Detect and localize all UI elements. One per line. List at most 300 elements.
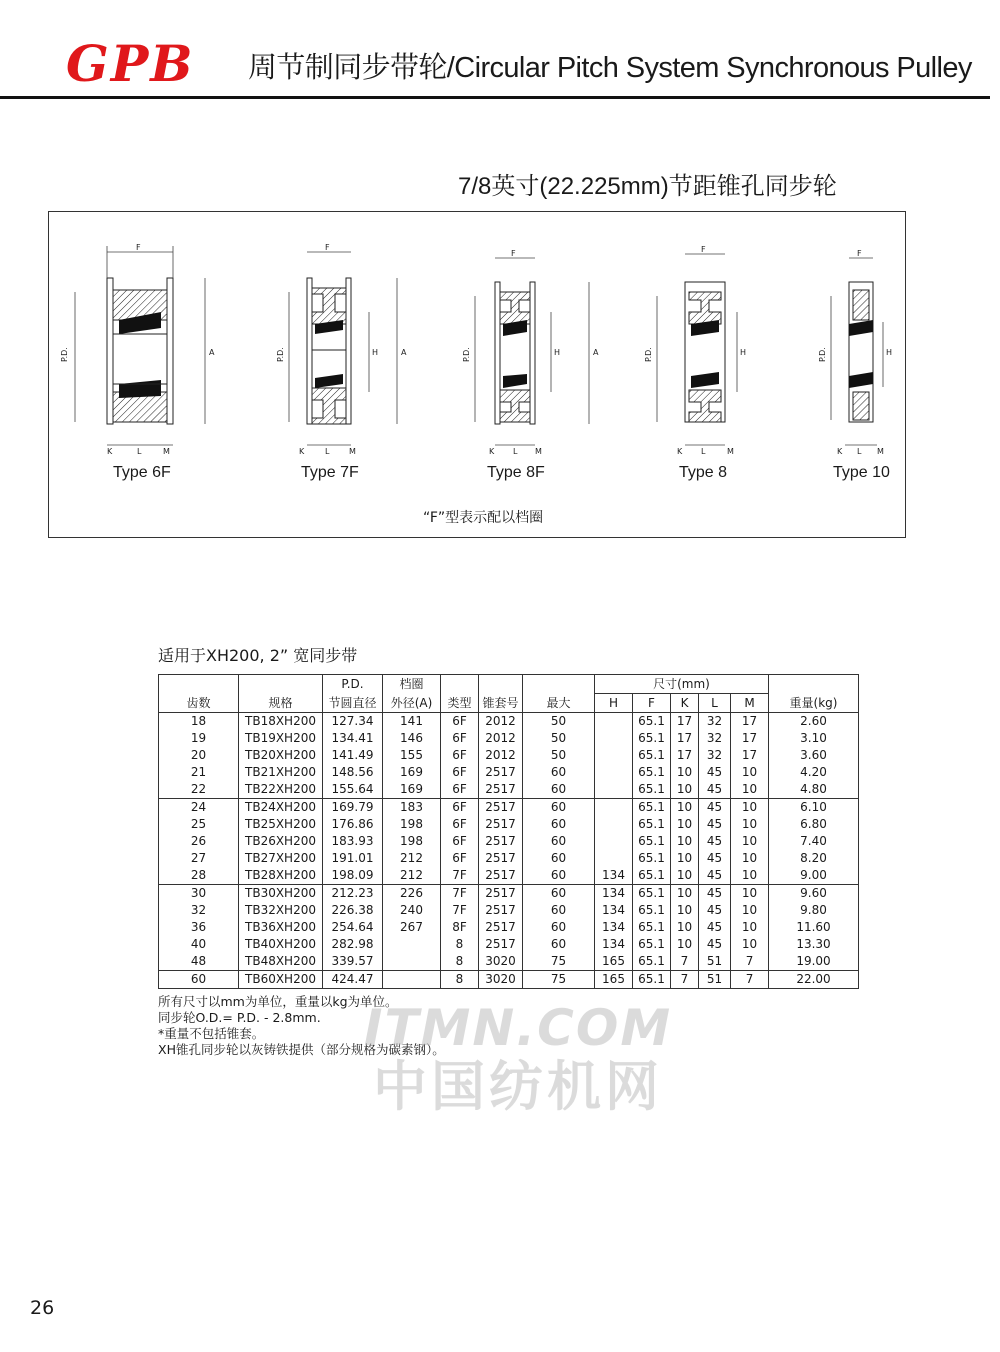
cell-max: 60: [523, 764, 595, 781]
cell-l: 32: [699, 713, 731, 731]
cell-w: 7.40: [769, 833, 859, 850]
cell-m: 10: [731, 799, 769, 817]
table-caption: 适用于XH200, 2” 宽同步带: [158, 646, 358, 665]
cell-k: 10: [671, 850, 699, 867]
cell-a: 141: [383, 713, 441, 731]
dim-label-h: H: [554, 348, 561, 357]
cell-f: 65.1: [633, 747, 671, 764]
dim-label-k: K: [837, 447, 843, 456]
cell-bush: 3020: [479, 953, 523, 971]
cell-m: 10: [731, 781, 769, 799]
cell-f: 65.1: [633, 953, 671, 971]
table-row: [159, 799, 859, 817]
cell-k: 10: [671, 867, 699, 885]
table-row: [159, 816, 859, 833]
cell-h: 165: [595, 953, 633, 971]
cell-bush: 2517: [479, 902, 523, 919]
col-header-spec: 规格: [239, 675, 323, 713]
cell-a: 155: [383, 747, 441, 764]
cell-a: 169: [383, 764, 441, 781]
cell-bush: 2517: [479, 781, 523, 799]
cell-spec: TB36XH200: [239, 919, 323, 936]
cell-f: 65.1: [633, 833, 671, 850]
cell-bush: 2012: [479, 747, 523, 764]
cell-w: 9.00: [769, 867, 859, 885]
cell-w: 6.80: [769, 816, 859, 833]
table-row: [159, 971, 859, 989]
cell-l: 45: [699, 902, 731, 919]
table-row: [159, 730, 859, 747]
cell-f: 65.1: [633, 713, 671, 731]
dim-label-k: K: [489, 447, 495, 456]
cell-k: 10: [671, 799, 699, 817]
spec-table: [158, 674, 859, 989]
cell-h: [595, 713, 633, 731]
col-header-type: 类型: [441, 675, 479, 713]
cell-l: 45: [699, 936, 731, 953]
dim-label-pd: P.D.: [60, 347, 69, 362]
col-header-m: M: [731, 694, 769, 713]
cell-m: 17: [731, 730, 769, 747]
page-number: 26: [30, 1297, 55, 1319]
table-row: [159, 885, 859, 903]
cell-w: 22.00: [769, 971, 859, 989]
cell-l: 45: [699, 919, 731, 936]
dim-label-a: A: [593, 348, 599, 357]
cell-f: 65.1: [633, 799, 671, 817]
dim-label-l: L: [325, 447, 330, 456]
cell-k: 10: [671, 902, 699, 919]
cell-teeth: 60: [159, 971, 239, 989]
cell-k: 17: [671, 730, 699, 747]
dim-label-a: A: [209, 348, 215, 357]
cell-pd: 127.34: [323, 713, 383, 731]
dim-label-k: K: [299, 447, 305, 456]
page-title: 周节制同步带轮/Circular Pitch System Synchronous Pulley: [248, 52, 972, 84]
cell-type: 7F: [441, 902, 479, 919]
cell-type: 7F: [441, 867, 479, 885]
cell-type: 8: [441, 971, 479, 989]
cell-l: 51: [699, 971, 731, 989]
cell-type: 6F: [441, 850, 479, 867]
cell-f: 65.1: [633, 850, 671, 867]
dim-label-m: M: [727, 447, 734, 456]
dim-label-pd: P.D.: [644, 347, 653, 362]
cell-w: 8.20: [769, 850, 859, 867]
cell-l: 45: [699, 833, 731, 850]
cell-teeth: 21: [159, 764, 239, 781]
cell-max: 60: [523, 799, 595, 817]
cell-l: 45: [699, 816, 731, 833]
cell-a: 212: [383, 867, 441, 885]
cell-a: [383, 971, 441, 989]
cell-w: 3.60: [769, 747, 859, 764]
dim-label-pd: P.D.: [462, 347, 471, 362]
cell-bush: 3020: [479, 971, 523, 989]
type-label-8f: Type 8F: [487, 464, 545, 481]
col-header-pd-bottom: 节圆直径: [323, 694, 383, 713]
cell-spec: TB48XH200: [239, 953, 323, 971]
cell-l: 45: [699, 781, 731, 799]
cell-pd: 282.98: [323, 936, 383, 953]
cell-bush: 2517: [479, 885, 523, 903]
cell-h: 134: [595, 885, 633, 903]
table-row: [159, 850, 859, 867]
cell-teeth: 25: [159, 816, 239, 833]
cell-bush: 2517: [479, 833, 523, 850]
cell-teeth: 26: [159, 833, 239, 850]
cell-teeth: 27: [159, 850, 239, 867]
cell-k: 10: [671, 781, 699, 799]
type-label-10: Type 10: [833, 464, 890, 481]
dim-label-h: H: [372, 348, 379, 357]
col-header-f: F: [633, 694, 671, 713]
cell-f: 65.1: [633, 764, 671, 781]
cell-k: 10: [671, 919, 699, 936]
dim-label-l: L: [701, 447, 706, 456]
cell-k: 17: [671, 747, 699, 764]
footnote: 同步轮O.D.= P.D. - 2.8mm.: [158, 1010, 321, 1025]
cell-a: [383, 936, 441, 953]
cell-h: [595, 764, 633, 781]
cell-w: 6.10: [769, 799, 859, 817]
table-row: [159, 747, 859, 764]
watermark-url: ITMN.COM: [363, 999, 673, 1057]
footnote: XH锥孔同步轮以灰铸铁提供（部分规格为碳素钢）。: [158, 1042, 445, 1057]
cell-type: 6F: [441, 730, 479, 747]
dim-label-f: F: [857, 249, 862, 258]
dim-label-m: M: [163, 447, 170, 456]
cell-f: 65.1: [633, 885, 671, 903]
cell-max: 60: [523, 919, 595, 936]
cell-type: 6F: [441, 799, 479, 817]
cell-a: 226: [383, 885, 441, 903]
flange-note: “F”型表示配以档圈: [423, 510, 544, 526]
cell-w: 11.60: [769, 919, 859, 936]
col-header-l: L: [699, 694, 731, 713]
cell-h: [595, 816, 633, 833]
cell-spec: TB25XH200: [239, 816, 323, 833]
cell-teeth: 36: [159, 919, 239, 936]
cell-a: 240: [383, 902, 441, 919]
cell-spec: TB22XH200: [239, 781, 323, 799]
col-header-bush: 锥套号: [479, 675, 523, 713]
cell-bush: 2517: [479, 816, 523, 833]
cell-m: 10: [731, 867, 769, 885]
cell-h: 134: [595, 902, 633, 919]
col-header-h: H: [595, 694, 633, 713]
dim-label-a: A: [401, 348, 407, 357]
dim-label-m: M: [877, 447, 884, 456]
cell-spec: TB40XH200: [239, 936, 323, 953]
cell-pd: 226.38: [323, 902, 383, 919]
cell-bush: 2517: [479, 867, 523, 885]
cell-h: 134: [595, 867, 633, 885]
cell-max: 75: [523, 953, 595, 971]
cell-teeth: 20: [159, 747, 239, 764]
cell-pd: 141.49: [323, 747, 383, 764]
cell-bush: 2012: [479, 730, 523, 747]
cell-spec: TB19XH200: [239, 730, 323, 747]
footnote: 所有尺寸以mm为单位，重量以kg为单位。: [158, 994, 398, 1009]
cell-f: 65.1: [633, 936, 671, 953]
cell-type: 6F: [441, 816, 479, 833]
cell-m: 10: [731, 850, 769, 867]
cell-bush: 2517: [479, 919, 523, 936]
cell-m: 10: [731, 764, 769, 781]
spec-table-body: [159, 713, 859, 989]
dim-label-f: F: [701, 245, 706, 254]
cell-spec: TB60XH200: [239, 971, 323, 989]
dim-label-m: M: [535, 447, 542, 456]
cell-l: 45: [699, 764, 731, 781]
cell-max: 60: [523, 885, 595, 903]
cell-teeth: 30: [159, 885, 239, 903]
cell-max: 50: [523, 747, 595, 764]
cell-a: 146: [383, 730, 441, 747]
dim-label-pd: P.D.: [818, 347, 827, 362]
cell-spec: TB32XH200: [239, 902, 323, 919]
table-row: [159, 919, 859, 936]
cell-k: 10: [671, 833, 699, 850]
col-header-flange-top: 档圈: [383, 675, 441, 694]
cell-max: 60: [523, 816, 595, 833]
cell-bush: 2517: [479, 799, 523, 817]
cell-w: 3.10: [769, 730, 859, 747]
cell-h: [595, 833, 633, 850]
cell-teeth: 28: [159, 867, 239, 885]
cell-m: 10: [731, 833, 769, 850]
cell-spec: TB21XH200: [239, 764, 323, 781]
diagram-type-8f: [475, 258, 589, 445]
cell-m: 7: [731, 953, 769, 971]
cell-l: 45: [699, 799, 731, 817]
cell-max: 75: [523, 971, 595, 989]
diagram-type-10: [831, 258, 883, 445]
cell-max: 60: [523, 867, 595, 885]
cell-teeth: 22: [159, 781, 239, 799]
cell-l: 32: [699, 747, 731, 764]
table-row: [159, 953, 859, 971]
dim-label-h: H: [740, 348, 747, 357]
cell-m: 10: [731, 885, 769, 903]
cell-max: 60: [523, 902, 595, 919]
diagram-type-7f: [289, 252, 397, 445]
table-row: [159, 936, 859, 953]
cell-l: 51: [699, 953, 731, 971]
cell-f: 65.1: [633, 781, 671, 799]
cell-a: 212: [383, 850, 441, 867]
dim-label-l: L: [513, 447, 518, 456]
cell-l: 45: [699, 885, 731, 903]
cell-f: 65.1: [633, 816, 671, 833]
cell-w: 9.60: [769, 885, 859, 903]
cell-bush: 2517: [479, 764, 523, 781]
cell-w: 9.80: [769, 902, 859, 919]
cell-w: 2.60: [769, 713, 859, 731]
col-header-dims: 尺寸(mm): [595, 675, 769, 694]
cell-m: 10: [731, 936, 769, 953]
cell-a: 198: [383, 833, 441, 850]
diagram-type-6f: [75, 246, 205, 445]
pulley-diagram-panel: [48, 211, 906, 538]
cell-f: 65.1: [633, 867, 671, 885]
cell-m: 10: [731, 816, 769, 833]
cell-max: 60: [523, 936, 595, 953]
cell-pd: 254.64: [323, 919, 383, 936]
cell-max: 60: [523, 850, 595, 867]
cell-teeth: 19: [159, 730, 239, 747]
cell-type: 6F: [441, 747, 479, 764]
header-divider: [0, 96, 990, 99]
table-row: [159, 833, 859, 850]
col-header-flange-bottom: 外径(A): [383, 694, 441, 713]
type-label-8: Type 8: [679, 464, 728, 481]
cell-f: 65.1: [633, 919, 671, 936]
cell-pd: 339.57: [323, 953, 383, 971]
cell-m: 17: [731, 747, 769, 764]
cell-h: 134: [595, 919, 633, 936]
col-header-k: K: [671, 694, 699, 713]
cell-k: 10: [671, 816, 699, 833]
cell-pd: 424.47: [323, 971, 383, 989]
cell-a: 198: [383, 816, 441, 833]
cell-a: 183: [383, 799, 441, 817]
cell-spec: TB18XH200: [239, 713, 323, 731]
cell-k: 10: [671, 885, 699, 903]
brand-logo: GPB: [66, 34, 195, 93]
dim-label-k: K: [107, 447, 113, 456]
dim-label-l: L: [857, 447, 862, 456]
cell-k: 10: [671, 764, 699, 781]
cell-max: 60: [523, 833, 595, 850]
cell-h: [595, 799, 633, 817]
cell-h: [595, 850, 633, 867]
cell-type: 8: [441, 953, 479, 971]
cell-m: 10: [731, 902, 769, 919]
cell-w: 4.20: [769, 764, 859, 781]
cell-w: 4.80: [769, 781, 859, 799]
cell-bush: 2517: [479, 936, 523, 953]
cell-l: 32: [699, 730, 731, 747]
table-row: [159, 902, 859, 919]
cell-max: 50: [523, 730, 595, 747]
cell-type: 6F: [441, 833, 479, 850]
table-row: [159, 764, 859, 781]
cell-w: 13.30: [769, 936, 859, 953]
cell-teeth: 40: [159, 936, 239, 953]
col-header-pd-top: P.D.: [323, 675, 383, 694]
cell-pd: 169.79: [323, 799, 383, 817]
cell-f: 65.1: [633, 730, 671, 747]
cell-pd: 155.64: [323, 781, 383, 799]
cell-type: 6F: [441, 781, 479, 799]
cell-teeth: 48: [159, 953, 239, 971]
cell-type: 8F: [441, 919, 479, 936]
cell-max: 60: [523, 781, 595, 799]
watermark-text: 中国纺机网: [373, 1055, 663, 1118]
cell-spec: TB26XH200: [239, 833, 323, 850]
section-subtitle: 7/8英寸(22.225mm)节距锥孔同步轮: [458, 173, 837, 200]
cell-k: 7: [671, 953, 699, 971]
cell-pd: 212.23: [323, 885, 383, 903]
cell-a: 267: [383, 919, 441, 936]
footnote: *重量不包括锥套。: [158, 1026, 265, 1041]
type-label-6f: Type 6F: [113, 464, 171, 481]
dim-label-m: M: [349, 447, 356, 456]
table-row: [159, 781, 859, 799]
cell-teeth: 18: [159, 713, 239, 731]
cell-k: 17: [671, 713, 699, 731]
cell-a: 169: [383, 781, 441, 799]
cell-h: 165: [595, 971, 633, 989]
table-row: [159, 713, 859, 731]
dim-label-pd: P.D.: [276, 347, 285, 362]
cell-h: 134: [595, 936, 633, 953]
cell-spec: TB28XH200: [239, 867, 323, 885]
pulley-diagrams-svg: [49, 212, 907, 539]
cell-teeth: 32: [159, 902, 239, 919]
dim-label-f: F: [136, 243, 141, 252]
dim-label-l: L: [137, 447, 142, 456]
cell-spec: TB24XH200: [239, 799, 323, 817]
cell-m: 10: [731, 919, 769, 936]
cell-spec: TB30XH200: [239, 885, 323, 903]
cell-bush: 2012: [479, 713, 523, 731]
cell-pd: 198.09: [323, 867, 383, 885]
cell-pd: 183.93: [323, 833, 383, 850]
page-header: [0, 0, 1000, 100]
cell-max: 50: [523, 713, 595, 731]
cell-m: 7: [731, 971, 769, 989]
dim-label-h: H: [886, 348, 893, 357]
dim-label-f: F: [511, 249, 516, 258]
cell-h: [595, 730, 633, 747]
cell-l: 45: [699, 850, 731, 867]
col-header-weight: 重量(kg): [769, 675, 859, 713]
cell-pd: 191.01: [323, 850, 383, 867]
cell-h: [595, 781, 633, 799]
cell-h: [595, 747, 633, 764]
cell-teeth: 24: [159, 799, 239, 817]
footnotes: [158, 994, 445, 1058]
cell-type: 8: [441, 936, 479, 953]
diagram-type-8: [657, 254, 737, 445]
table-row: [159, 867, 859, 885]
cell-f: 65.1: [633, 902, 671, 919]
cell-f: 65.1: [633, 971, 671, 989]
cell-w: 19.00: [769, 953, 859, 971]
cell-spec: TB20XH200: [239, 747, 323, 764]
cell-pd: 176.86: [323, 816, 383, 833]
cell-pd: 148.56: [323, 764, 383, 781]
dim-label-f: F: [325, 243, 330, 252]
col-header-teeth: 齿数: [159, 675, 239, 713]
cell-type: 7F: [441, 885, 479, 903]
type-label-7f: Type 7F: [301, 464, 359, 481]
cell-k: 10: [671, 936, 699, 953]
cell-k: 7: [671, 971, 699, 989]
cell-l: 45: [699, 867, 731, 885]
dim-label-k: K: [677, 447, 683, 456]
cell-type: 6F: [441, 764, 479, 781]
cell-type: 6F: [441, 713, 479, 731]
cell-pd: 134.41: [323, 730, 383, 747]
cell-bush: 2517: [479, 850, 523, 867]
cell-m: 17: [731, 713, 769, 731]
cell-a: [383, 953, 441, 971]
col-header-max: 最大: [523, 675, 595, 713]
